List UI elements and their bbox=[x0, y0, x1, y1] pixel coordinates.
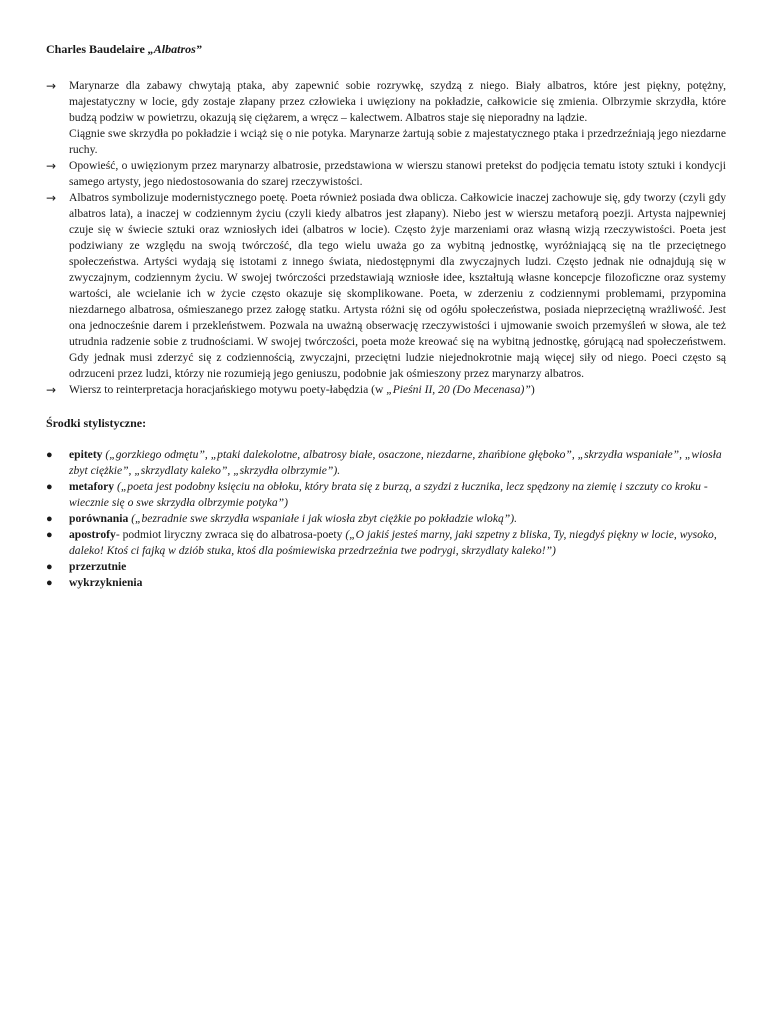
list-item bbox=[46, 527, 726, 559]
device-name: porównania bbox=[69, 512, 129, 525]
section-title: Środki stylistyczne: bbox=[46, 416, 147, 430]
device-name: apostrofy bbox=[69, 528, 116, 541]
paragraph: Marynarze dla zabawy chwytają ptaka, aby zapewnić sobie rozrywkę, szydzą z niego. Biały albatros, które jest piękny, potężny, majestatyczny w locie, gdy zostaje złapany przez człowieka i uwięziony na pokładzie, całkowicie się zmienia. Olbrzymie skrzydła, które budzą podziw w powietrzu, okazują się ciężarem, a wręcz – kalectwem. Albatros staje się nieporadny na lądzie. bbox=[69, 79, 726, 124]
arrow-item-2 bbox=[46, 158, 726, 190]
arrow-icon: → bbox=[46, 159, 57, 173]
device-name: przerzutnie bbox=[69, 560, 127, 573]
list-item bbox=[46, 575, 726, 591]
text-run-italic: „Pieśni II, 20 (Do Mecenasa)” bbox=[386, 383, 531, 396]
bullet-icon: ● bbox=[46, 449, 53, 461]
device-quote: („O jakiś jesteś marny, jaki szpetny z bliska, Ty, niegdyś piękny w locie, wysoko, daleko! Ktoś ci fajką w dziób stuka, ktoś dla pośmiewiska przedrzeźnia twe podrygi, skrzydlaty kaleko!”) bbox=[69, 528, 717, 557]
arrow-icon: → bbox=[46, 79, 57, 93]
paragraph: Albatros symbolizuje modernistycznego poetę. Poeta również posiada dwa oblicza. Całkowicie inaczej zachowuje się, gdy tworzy (czyli gdy albatros lata), a inaczej w codziennym życiu (czyli kiedy albatros jest złapany). Niebo jest w wierszu metaforą poezji. Artysta najpewniej czuje się w świecie sztuki oraz wzniosłych idei (albatros w locie). Często żyje marzeniami oraz własną wizją rzeczywistości. Poeta jest podziwiany ze względu na swoją twórczość, dla tego wielu uważa go za wybitną jednostkę, wyróżniającą się na tle przeciętnego społeczeństwa. Artyści wydają się istotami z innego świata, niedostępnymi dla zwyczajnych ludzi. Często jednak nie odnajdują się w zwyczajnym, codziennym życiu. W swojej twórczości przedstawiają wzniosłe idee, kształtują własne koncepcje filozoficzne oraz systemy wartości, ale wcielanie ich w życie często okazuje się skomplikowane. Poeta, w zderzeniu z codziennymi problemami, przypomina niezdarnego albatrosa, ośmieszanego przez załogę statku. Artysta różni się od ogółu społeczeństwa, posiada nieprzeciętną wrażliwość. Jest ona jednocześnie darem i przekleństwem. Pozwala na uważną obserwację rzeczywistości i ujmowanie swoich przemyśleń w słowa, ale też utrudnia radzenie sobie z trudnościami. W swojej twórczości, poeta może kreować się na wybitną jednostkę, górującą nad społeczeństwem. Gdy jednak musi zderzyć się z codziennością, zwyczajni, przeciętni ludzie niejednokrotnie mają więcej siły od niego. Poeci często są odrzuceni przez ludzi, którzy nie rozumieją jego geniuszu, podobnie jak ośmieszony przez marynarzy albatros. bbox=[69, 191, 726, 380]
device-name: epitety bbox=[69, 448, 103, 461]
device-desc: - podmiot liryczny zwraca się do albatrosa-poety bbox=[115, 528, 346, 541]
arrow-icon: → bbox=[46, 383, 57, 397]
arrow-item-4 bbox=[46, 382, 726, 398]
bullet-list bbox=[46, 447, 726, 591]
device-name: wykrzyknienia bbox=[69, 576, 143, 589]
device-quote: („gorzkiego odmętu”, „ptaki dalekolotne, albatrosy białe, osaczone, niezdarne, zhańbione głęboko”, „skrzydła wspaniałe”, „wiosła zbyt ciężkie”, „skrzydlaty kaleko”, „skrzydła olbrzymie”). bbox=[69, 448, 722, 477]
page-title bbox=[46, 40, 726, 58]
title-work: „Albatros” bbox=[147, 42, 202, 56]
arrow-item-3 bbox=[46, 190, 726, 382]
list-item bbox=[46, 479, 726, 511]
arrow-item-1 bbox=[46, 78, 726, 158]
arrow-list bbox=[46, 78, 726, 398]
bullet-icon: ● bbox=[46, 481, 53, 493]
paragraph: Ciągnie swe skrzydła po pokładzie i wciąż się o nie potyka. Marynarze żartują sobie z majestatycznego ptaka i przedrzeźniają jego niezdarne ruchy. bbox=[69, 127, 726, 156]
paragraph bbox=[69, 382, 726, 398]
list-item bbox=[46, 511, 726, 527]
text-run: Wiersz to reinterpretacja horacjańskiego motywu poety-łabędzia (w bbox=[69, 383, 387, 396]
device-quote: („bezradnie swe skrzydła wspaniałe i jak wiosła zbyt ciężkie po pokładzie wloką”). bbox=[131, 512, 517, 525]
paragraph: Opowieść, o uwięzionym przez marynarzy albatrosie, przedstawiona w wierszu stanowi pretekst do podjęcia tematu istoty sztuki i kondycji samego artysty, jego niedostosowania do szarej rzeczywistości. bbox=[69, 159, 726, 188]
bullet-icon: ● bbox=[46, 561, 53, 573]
device-quote: („poeta jest podobny księciu na obłoku, który brata się z burzą, a szydzi z łucznika, lecz spędzony na ziemię i szczuty co kroku - wiecznie się o swe skrzydła olbrzymie potyka”) bbox=[69, 480, 708, 509]
list-item bbox=[46, 447, 726, 479]
title-author: Charles Baudelaire bbox=[46, 42, 148, 56]
document-page bbox=[46, 40, 726, 591]
bullet-icon: ● bbox=[46, 577, 53, 589]
list-item bbox=[46, 559, 726, 575]
bullet-icon: ● bbox=[46, 529, 53, 541]
arrow-icon: → bbox=[46, 191, 57, 205]
device-name: metafory bbox=[69, 480, 115, 493]
bullet-icon: ● bbox=[46, 513, 53, 525]
text-run: ) bbox=[530, 383, 535, 396]
